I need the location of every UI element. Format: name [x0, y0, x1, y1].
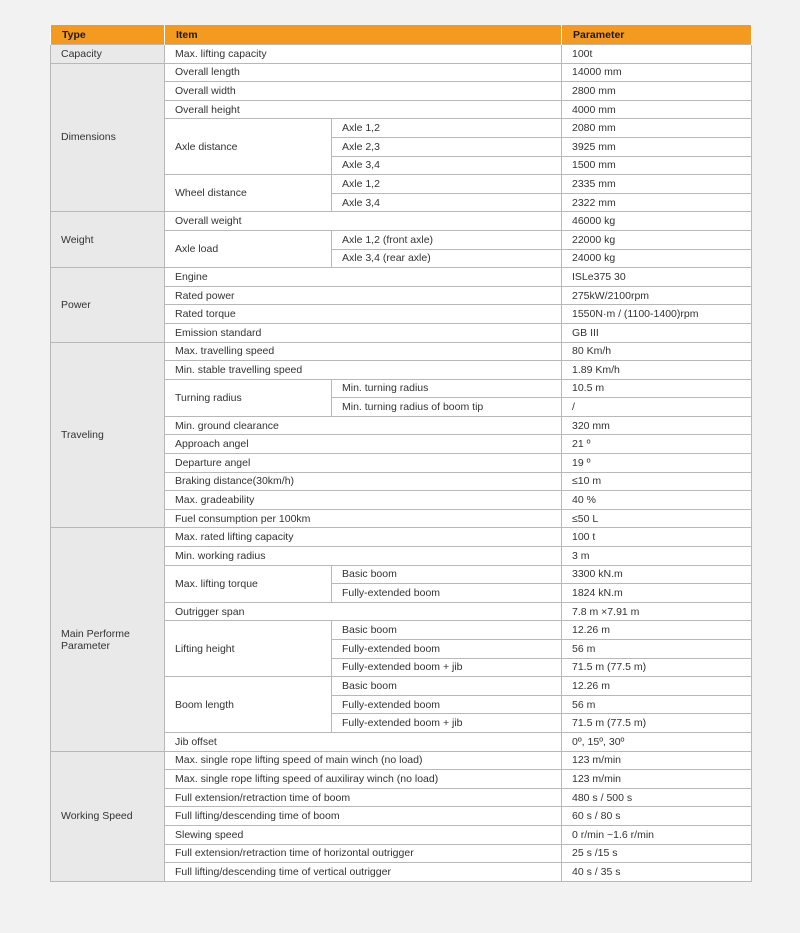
sub-item-cell: Fully-extended boom + jib [332, 714, 562, 733]
table-row [51, 212, 752, 231]
parameter-cell: 3925 mm [562, 137, 752, 156]
parameter-cell: 1.89 Km/h [562, 361, 752, 380]
parameter-cell: ISLe375 30 [562, 268, 752, 287]
sub-item-cell: Axle 1,2 (front axle) [332, 230, 562, 249]
parameter-cell: 2335 mm [562, 175, 752, 194]
parameter-cell: 12.26 m [562, 621, 752, 640]
sub-item-cell: Axle 1,2 [332, 175, 562, 194]
parameter-cell: 56 m [562, 640, 752, 659]
sub-item-cell: Axle 3,4 [332, 193, 562, 212]
parameter-cell: 4000 mm [562, 100, 752, 119]
item-cell: Max. single rope lifting speed of auxiliray winch (no load) [165, 770, 562, 789]
table-row [51, 63, 752, 82]
item-cell: Overall length [165, 63, 562, 82]
parameter-cell: 25 s /15 s [562, 844, 752, 863]
parameter-cell: 80 Km/h [562, 342, 752, 361]
parameter-cell: 480 s / 500 s [562, 788, 752, 807]
table-header-row [51, 25, 752, 45]
item-cell: Full extension/retraction time of boom [165, 788, 562, 807]
parameter-cell: 19 º [562, 454, 752, 473]
item-cell: Engine [165, 268, 562, 287]
table-row [51, 45, 752, 64]
item-cell: Min. working radius [165, 547, 562, 566]
parameter-cell: 40 s / 35 s [562, 863, 752, 882]
parameter-cell: 21 º [562, 435, 752, 454]
item-cell: Wheel distance [165, 175, 332, 212]
item-cell: Rated torque [165, 305, 562, 324]
type-cell: Main Performe Parameter [51, 528, 165, 751]
item-cell: Turning radius [165, 379, 332, 416]
sub-item-cell: Axle 2,3 [332, 137, 562, 156]
parameter-cell: 10.5 m [562, 379, 752, 398]
parameter-cell: 2322 mm [562, 193, 752, 212]
parameter-cell: 22000 kg [562, 230, 752, 249]
sub-item-cell: Basic boom [332, 677, 562, 696]
type-cell: Weight [51, 212, 165, 268]
parameter-cell: 320 mm [562, 416, 752, 435]
parameter-cell: ≤10 m [562, 472, 752, 491]
parameter-cell: 60 s / 80 s [562, 807, 752, 826]
spec-table [50, 25, 752, 882]
type-cell: Traveling [51, 342, 165, 528]
type-cell: Capacity [51, 45, 165, 64]
sub-item-cell: Axle 3,4 (rear axle) [332, 249, 562, 268]
parameter-cell: 7.8 m ×7.91 m [562, 602, 752, 621]
item-cell: Slewing speed [165, 825, 562, 844]
item-cell: Boom length [165, 677, 332, 733]
type-cell: Working Speed [51, 751, 165, 881]
parameter-cell: 2080 mm [562, 119, 752, 138]
item-cell: Max. lifting capacity [165, 45, 562, 64]
item-cell: Overall width [165, 82, 562, 101]
item-cell: Emission standard [165, 323, 562, 342]
header-item: Item [165, 25, 562, 45]
parameter-cell: 12.26 m [562, 677, 752, 696]
item-cell: Min. ground clearance [165, 416, 562, 435]
table-row [51, 528, 752, 547]
parameter-cell: GB III [562, 323, 752, 342]
sub-item-cell: Fully-extended boom [332, 640, 562, 659]
sub-item-cell: Min. turning radius [332, 379, 562, 398]
item-cell: Max. gradeability [165, 491, 562, 510]
item-cell: Max. lifting torque [165, 565, 332, 602]
parameter-cell: 100t [562, 45, 752, 64]
parameter-cell: 46000 kg [562, 212, 752, 231]
item-cell: Max. travelling speed [165, 342, 562, 361]
parameter-cell: 100 t [562, 528, 752, 547]
item-cell: Jib offset [165, 732, 562, 751]
item-cell: Rated power [165, 286, 562, 305]
sub-item-cell: Fully-extended boom + jib [332, 658, 562, 677]
item-cell: Max. rated lifting capacity [165, 528, 562, 547]
item-cell: Braking distance(30km/h) [165, 472, 562, 491]
sub-item-cell: Fully-extended boom [332, 695, 562, 714]
header-parameter: Parameter [562, 25, 752, 45]
parameter-cell: 123 m/min [562, 751, 752, 770]
table-row [51, 751, 752, 770]
item-cell: Departure angel [165, 454, 562, 473]
sub-item-cell: Basic boom [332, 621, 562, 640]
header-type: Type [51, 25, 165, 45]
parameter-cell: 14000 mm [562, 63, 752, 82]
parameter-cell: 2800 mm [562, 82, 752, 101]
parameter-cell: 1550N·m / (1100-1400)rpm [562, 305, 752, 324]
type-cell: Power [51, 268, 165, 342]
table-row [51, 342, 752, 361]
item-cell: Overall height [165, 100, 562, 119]
item-cell: Axle load [165, 230, 332, 267]
parameter-cell: 40 % [562, 491, 752, 510]
item-cell: Approach angel [165, 435, 562, 454]
item-cell: Fuel consumption per 100km [165, 509, 562, 528]
parameter-cell: 56 m [562, 695, 752, 714]
parameter-cell: / [562, 398, 752, 417]
parameter-cell: 71.5 m (77.5 m) [562, 714, 752, 733]
sub-item-cell: Axle 1,2 [332, 119, 562, 138]
item-cell: Outrigger span [165, 602, 562, 621]
item-cell: Min. stable travelling speed [165, 361, 562, 380]
parameter-cell: 0º, 15º, 30º [562, 732, 752, 751]
item-cell: Full lifting/descending time of vertical outrigger [165, 863, 562, 882]
parameter-cell: 123 m/min [562, 770, 752, 789]
sub-item-cell: Axle 3,4 [332, 156, 562, 175]
item-cell: Axle distance [165, 119, 332, 175]
item-cell: Full extension/retraction time of horizontal outrigger [165, 844, 562, 863]
parameter-cell: 0 r/min ~1.6 r/min [562, 825, 752, 844]
item-cell: Max. single rope lifting speed of main winch (no load) [165, 751, 562, 770]
sub-item-cell: Fully-extended boom [332, 584, 562, 603]
spec-body [51, 45, 752, 882]
item-cell: Overall weight [165, 212, 562, 231]
parameter-cell: 1824 kN.m [562, 584, 752, 603]
parameter-cell: 1500 mm [562, 156, 752, 175]
parameter-cell: 275kW/2100rpm [562, 286, 752, 305]
parameter-cell: ≤50 L [562, 509, 752, 528]
parameter-cell: 3 m [562, 547, 752, 566]
parameter-cell: 3300 kN.m [562, 565, 752, 584]
sub-item-cell: Min. turning radius of boom tip [332, 398, 562, 417]
parameter-cell: 71.5 m (77.5 m) [562, 658, 752, 677]
sub-item-cell: Basic boom [332, 565, 562, 584]
parameter-cell: 24000 kg [562, 249, 752, 268]
type-cell: Dimensions [51, 63, 165, 212]
table-row [51, 268, 752, 287]
item-cell: Full lifting/descending time of boom [165, 807, 562, 826]
item-cell: Lifting height [165, 621, 332, 677]
